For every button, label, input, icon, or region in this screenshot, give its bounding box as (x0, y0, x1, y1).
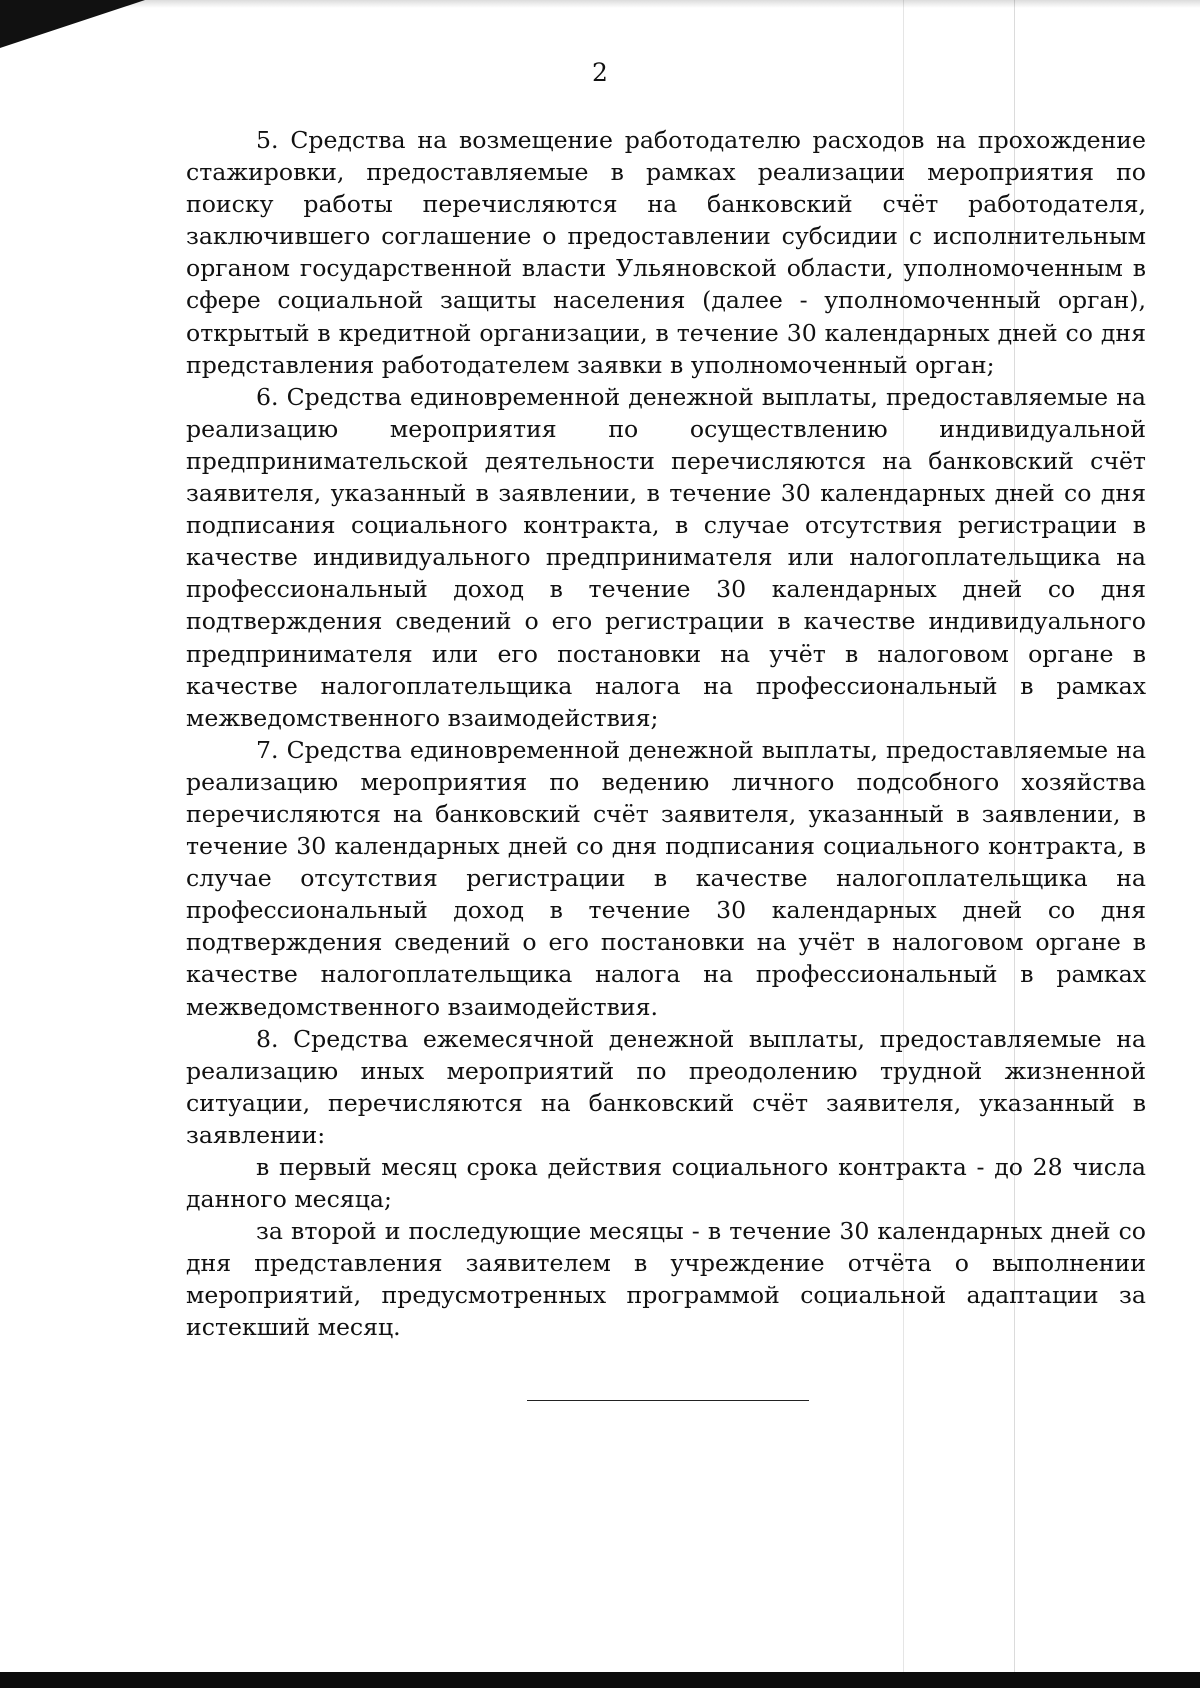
paragraph-item-7: 7. Средства единовременной денежной выплаты, предоставляемые на реализацию мероприятия по ведению личного подсобного хозяйства перечисляются на банковский счёт заявителя, указанный в заявлении, в течение 30 календарных дней со дня подписания социального контракта, в случае отсутствия регистрации в качестве налогоплательщика на профессиональный доход в течение 30 календарных дней со дня подтверждения сведений о его постановки на учёт в налоговом органе в качестве налогоплательщика налога на профессиональный в рамках межведомственного взаимодействия. (186, 735, 1146, 1021)
page-number: 2 (592, 58, 608, 87)
end-of-text-rule (527, 1400, 809, 1401)
paragraph-item-5: 5. Средства на возмещение работодателю расходов на прохождение стажировки, предоставляемые в рамках реализации мероприятия по поиску работы перечисляются на банковский счёт работодателя, заключившего соглашение о предоставлении субсидии с исполнительным органом государственной власти Ульяновской области, уполномоченным в сфере социальной защиты населения (далее - уполномоченный орган), открытый в кредитной организации, в течение 30 календарных дней со дня представления работодателем заявки в уполномоченный орган; (186, 126, 1146, 379)
paragraph-item-8: 8. Средства ежемесячной денежной выплаты, предоставляемые на реализацию иных мероприятий по преодолению трудной жизненной ситуации, перечисляются на банковский счёт заявителя, указанный в заявлении: (186, 1024, 1146, 1149)
document-body (186, 124, 1146, 1344)
scan-shadow-top (0, 0, 1200, 8)
scan-bottom-edge (0, 1672, 1200, 1688)
scan-corner-mark (0, 0, 145, 52)
paragraph-first-month: в первый месяц срока действия социального контракта - до 28 числа данного месяца; (186, 1153, 1146, 1214)
paragraph-item-6: 6. Средства единовременной денежной выплаты, предоставляемые на реализацию мероприятия по осуществлению индивидуальной предпринимательской деятельности перечисляются на банковский счёт заявителя, указанный в заявлении, в течение 30 календарных дней со дня подписания социального контракта, в случае отсутствия регистрации в качестве индивидуального предпринимателя или налогоплательщика на профессиональный доход в течение 30 календарных дней со дня подтверждения сведений о его регистрации в качестве индивидуального предпринимателя или его постановки на учёт в налоговом органе в качестве налогоплательщика налога на профессиональный в рамках межведомственного взаимодействия; (186, 382, 1146, 732)
paragraph-following-months: за второй и последующие месяцы - в течение 30 календарных дней со дня представления заявителем в учреждение отчёта о выполнении мероприятий, предусмотренных программой социальной адаптации за истекший месяц. (186, 1217, 1146, 1342)
